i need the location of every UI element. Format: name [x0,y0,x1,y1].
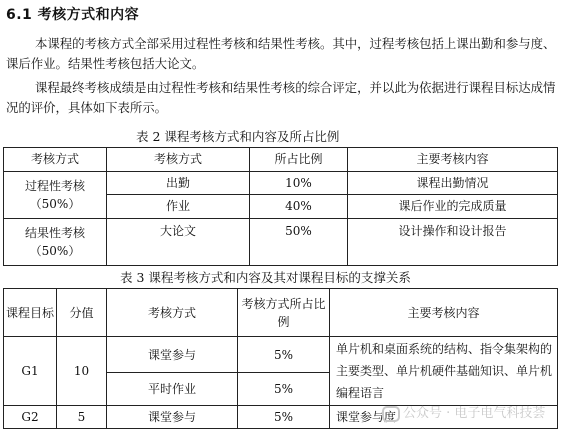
watermark-text: 公众号 · 电子电气科技荟 [403,406,546,421]
content-cell: 设计操作和设计报告 [348,218,558,265]
method-cell: 出勤 [107,171,250,195]
table3-caption: 表 3 课程考核方式和内容及其对课程目标的支撑关系 [120,270,411,285]
section-heading: 6.1 考核方式和内容 [6,7,140,23]
content-cell: 课后作业的完成质量 [348,195,558,219]
header-cell: 所占比例 [250,148,348,172]
group-name: 过程性考核 [24,178,85,193]
header-cell: 考核方式所占比例 [238,289,330,337]
table-header-row [4,148,558,172]
content-cell: 课程出勤情况 [348,171,558,195]
method-cell: 作业 [107,195,250,219]
header-cell: 考核方式 [107,148,250,172]
score-cell: 10 [57,337,107,406]
paragraph-assessment-method: 本课程的考核方式全部采用过程性考核和结果性考核。其中，过程考核包括上课出勤和参与度、课后作业。结果性考核包括大论文。 [6,36,556,71]
header-cell: 分值 [57,289,107,337]
method-cell: 课堂参与 [107,406,238,429]
group-cell [4,218,107,265]
assessment-ratio-table [3,147,558,266]
group-name: 结果性考核 [24,225,85,240]
ratio-cell: 10% [250,171,348,195]
table2-caption: 表 2 课程考核方式和内容及所占比例 [136,129,340,144]
header-cell: 主要考核内容 [330,289,558,337]
method-cell: 大论文 [107,218,250,265]
ratio-cell: 5% [238,337,330,373]
table-row [4,171,558,195]
watermark [382,402,545,422]
content-cell: 单片机和桌面系统的结构、指令集架构的主要类型、单片机硬件基础知识、单片机编程语言 [330,337,558,406]
header-cell: 主要考核内容 [348,148,558,172]
group-weight: （50%） [29,196,81,211]
table-header-row [4,289,558,337]
goal-cell: G2 [4,406,57,429]
header-cell: 考核方式 [4,148,107,172]
group-weight: （50%） [29,243,81,258]
score-cell: 5 [57,406,107,429]
content-cell: 课堂参与度 [330,406,558,429]
header-cell: 课程目标 [4,289,57,337]
table-row [4,218,558,265]
group-cell [4,171,107,218]
method-cell: 课堂参与 [107,337,238,373]
header-cell: 考核方式 [107,289,238,337]
method-cell: 平时作业 [107,373,238,406]
ratio-cell: 5% [238,373,330,406]
ratio-cell: 5% [238,406,330,429]
ratio-cell: 50% [250,218,348,265]
ratio-cell: 40% [250,195,348,219]
wechat-icon [382,406,400,422]
table-row [4,337,558,373]
goal-cell: G1 [4,337,57,406]
paragraph-final-grade: 课程最终考核成绩是由过程性考核和结果性考核的综合评定，并以此为依据进行课程目标达成情况的评价，具体如下表所示。 [6,80,556,115]
